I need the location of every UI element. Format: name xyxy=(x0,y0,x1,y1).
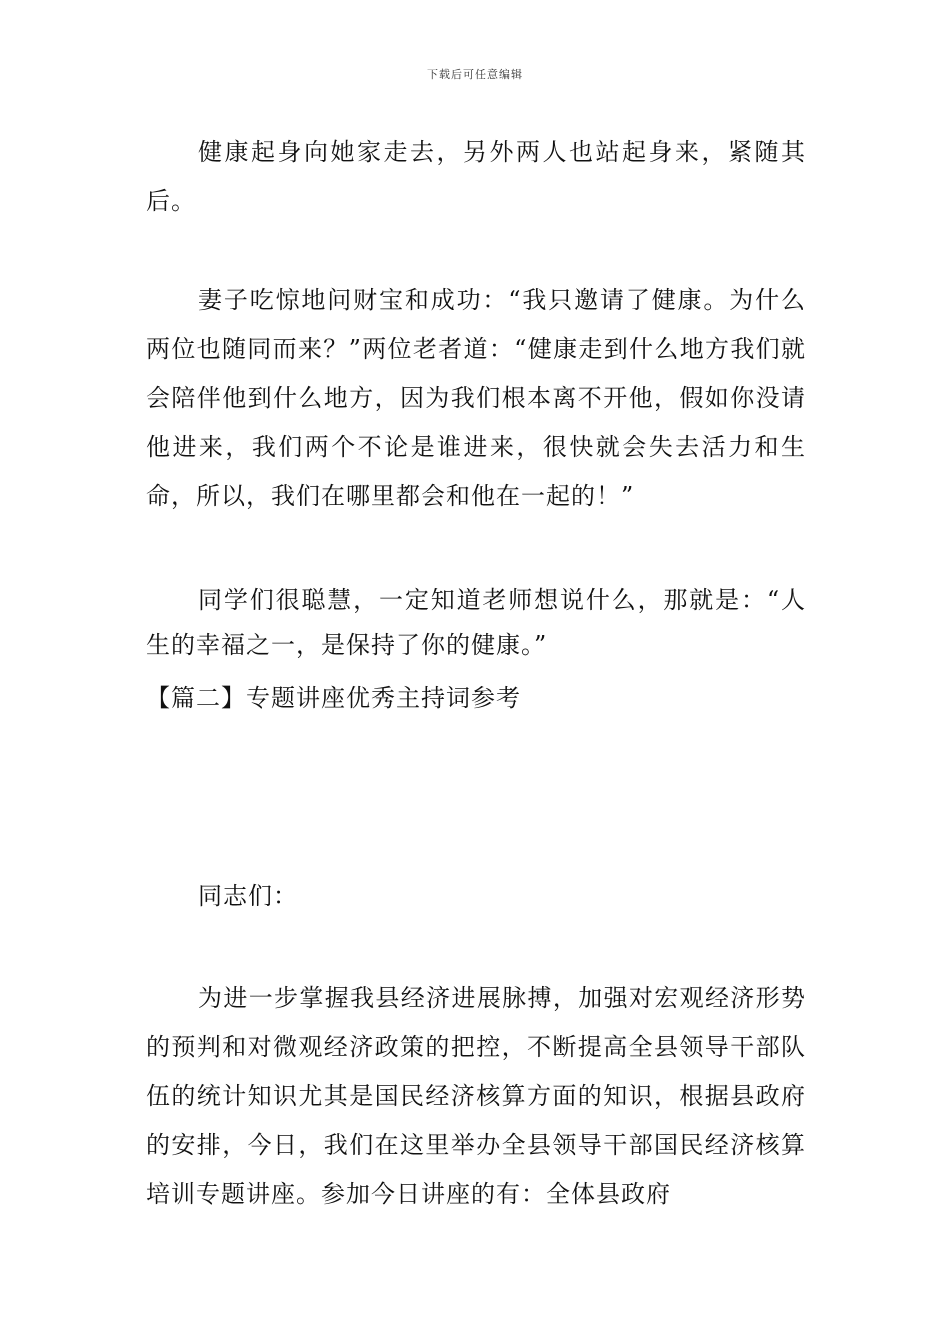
page-header-note: 下载后可任意编辑 xyxy=(427,68,523,81)
salutation: 同志们： xyxy=(198,882,298,910)
paragraph-1: 健康起身向她家走去，另外两人也站起身来，紧随其后。 xyxy=(146,138,806,215)
paragraph-4: 为进一步掌握我县经济进展脉搏，加强对宏观经济形势的预判和对微观经济政策的把控，不断提高全县领导干部队伍的统计知识尤其是国民经济核算方面的知识，根据县政府的安排，今日，我们在这里举办全县领导干部国民经济核算培训专题讲座。参加今日讲座的有：全体县政府 xyxy=(146,984,806,1208)
section-heading: 【篇二】专题讲座优秀主持词参考 xyxy=(146,684,521,712)
paragraph-2: 妻子吃惊地问财宝和成功：“我只邀请了健康。为什么两位也随同而来？”两位老者道：“健康走到什么地方我们就会陪伴他到什么地方，因为我们根本离不开他，假如你没请他进来，我们两个不论是谁进来，很快就会失去活力和生命，所以，我们在哪里都会和他在一起的！” xyxy=(146,286,806,510)
paragraph-3: 同学们很聪慧，一定知道老师想说什么，那就是：“人生的幸福之一，是保持了你的健康。” xyxy=(146,586,806,659)
